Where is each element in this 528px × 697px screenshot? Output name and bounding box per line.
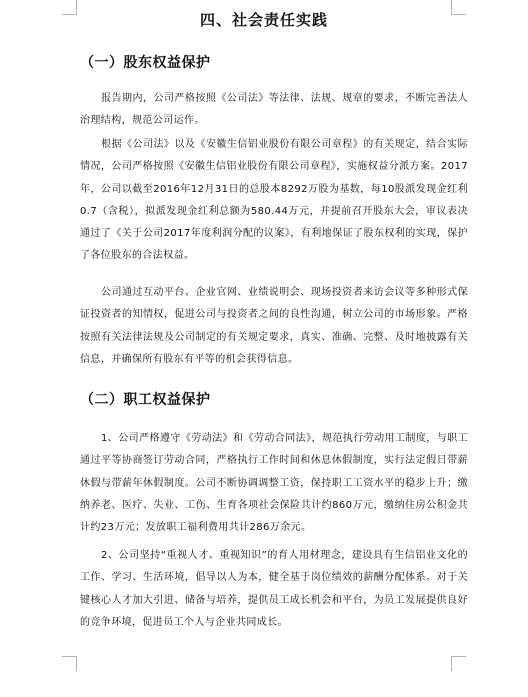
paragraph-governance: 报告期内，公司严格按照《公司法》等法律、法规、规章的要求，不断完善法人治理结构，规范公司运作。 [80, 93, 468, 127]
section-title: 四、社会责任实践 [199, 11, 328, 29]
heading-shareholder-rights: （一）股东权益保护 [80, 55, 211, 71]
crop-mark-bottom-left [62, 656, 77, 671]
paragraph-investor-communication: 公司通过互动平台、企业官网、业绩说明会、现场投资者来访会议等多种形式保证投资者的知情权，促进公司与投资者之间的良性沟通，树立公司的市场形象。严格按照有关法律法规及公司制定的有关规定要求，真实、准确、完整、及时地披露有关信息，并确保所有股东有平等的机会获得信息。 [80, 287, 468, 365]
paragraph-talent: 2、公司坚持“重视人才、重视知识”的育人用材理念，建设具有生信铝业文化的工作、学习、生活环境，倡导以人为本，健全基于岗位绩效的薪酬分配体系。对于关键核心人才加大引进、储备与培养，提供员工成长机会和平台，为员工发展提供良好的竞争环境，促进员工个人与企业共同成长。 [80, 550, 468, 628]
paragraph-labor-law: 1、公司严格遵守《劳动法》和《劳动合同法》，规范执行劳动用工制度，与职工通过平等协商签订劳动合同，严格执行工作时间和休息休假制度，实行法定假日带薪休假与带薪年休假制度。公司不断协调调整工资，保持职工工资水平的稳步上升；缴纳养老、医疗、失业、工伤、生育各项社会保险共计约860万元，缴纳住房公积金共计约23万元；发放职工福利费用共计286万余元。 [80, 433, 468, 534]
crop-mark-bottom-right [451, 656, 466, 671]
heading-employee-rights: （二）职工权益保护 [80, 392, 211, 408]
paragraph-dividend: 根据《公司法》以及《安徽生信铝业股份有限公司章程》的有关规定，结合实际情况，公司严格按照《安徽生信铝业股份有限公司章程》，实施权益分派方案。2017年，公司以截至2016年12月31日的总股本8292万股为基数，每10股派发现金红利0.7（含税），拟派发现金红利总额为580.44万元，并提前召开股东大会，审议表决通过了《关于公司2017年度利润分配的议案》，有利地保证了股东权利的实现，保护了各位股东的合法权益。 [80, 139, 468, 262]
